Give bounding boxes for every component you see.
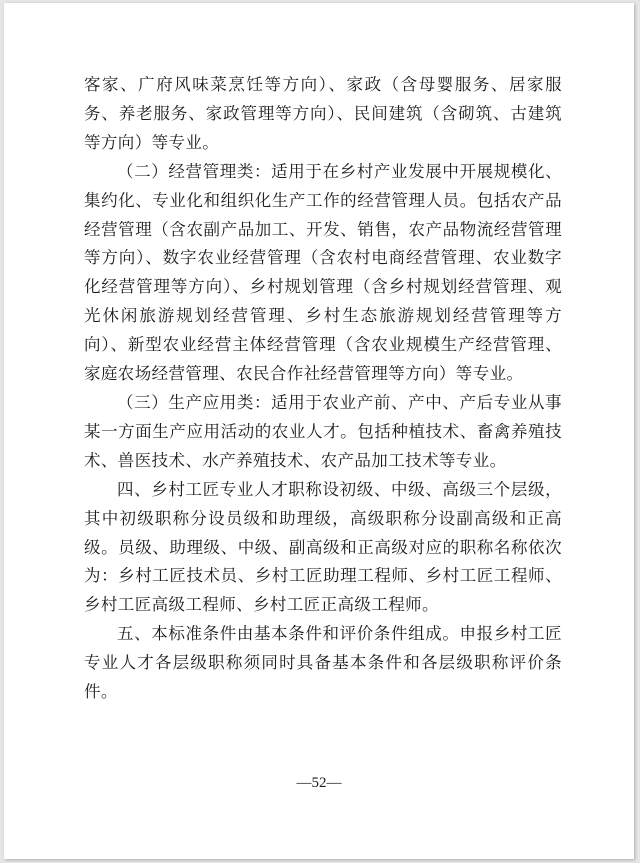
page-number: —52— xyxy=(296,775,342,791)
paragraph-5: 五、本标准条件由基本条件和评价条件组成。申报乡村工匠专业人才各层级职称须同时具备基本条件和各层级职称评价条件。 xyxy=(84,624,562,702)
paragraph-1: 客家、广府风味菜烹饪等方向）、家政（含母婴服务、居家服务、养老服务、家政管理等方向）、民间建筑（含砌筑、古建筑等方向）等专业。 xyxy=(84,75,562,152)
paragraph-4: 四、乡村工匠专业人才职称设初级、中级、高级三个层级，其中初级职称分设员级和助理级，高级职称分设副高级和正高级。员级、助理级、中级、副高级和正高级对应的职称名称依次为：乡村工匠技术员、乡村工匠助理工程师、乡村工匠工程师、乡村工匠高级工程师、乡村工匠正高级工程师。 xyxy=(84,479,562,615)
document-page xyxy=(4,3,634,859)
body-text xyxy=(84,71,562,707)
paragraph-3: （三）生产应用类：适用于农业产前、产中、产后专业从事某一方面生产应用活动的农业人才。包括种植技术、畜禽养殖技术、兽医技术、水产养殖技术、农产品加工技术等专业。 xyxy=(84,392,562,470)
paragraph-2: （二）经营管理类：适用于在乡村产业发展中开展规模化、集约化、专业化和组织化生产工作的经营管理人员。包括农产品经营管理（含农副产品加工、开发、销售，农产品物流经营管理等方向）、数字农业经营管理（含农村电商经营管理、农业数字化经营管理等方向）、乡村规划管理（含乡村规划经营管理、观光休闲旅游规划经营管理、乡村生态旅游规划经营管理等方向）、新型农业经营主体经营管理（含农业规模生产经营管理、家庭农场经营管理、农民合作社经营管理等方向）等专业。 xyxy=(84,161,562,384)
